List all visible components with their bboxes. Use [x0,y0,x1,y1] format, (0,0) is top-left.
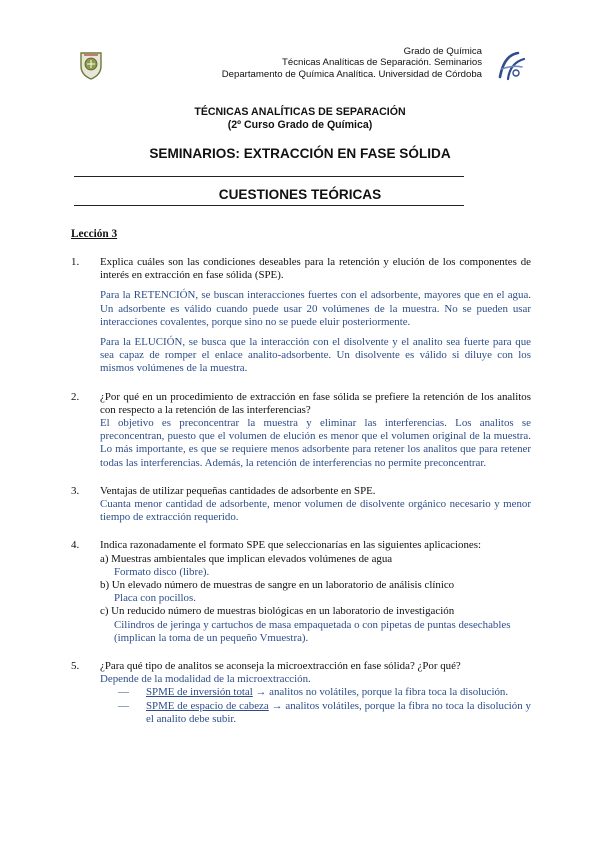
title-block [0,106,600,161]
sub-question-c: c) Un reducido número de muestras biológicas en un laboratorio de investigación [100,605,455,618]
question-text: Indica razonadamente el formato SPE que seleccionarías en las siguientes aplicaciones: [100,539,482,552]
answer-elution: Para la ELUCIÓN, se busca que la interacción con el disolvente y el analito sea fuerte para que sea capaz de romper el enlace analito-adsorbente. Un disolvente es válido si diluye con los mismos volúmenes de la muestra. [100,336,531,375]
question-3 [71,485,531,525]
answer-text: El objetivo es preconcentrar la muestra y eliminar las interferencias. Los analitos se preconcentran, puesto que el volumen de elución es menor que el volumen original de la muestra. Lo más importante, es que se requiere menos adsorbente para retener los analitos que para retener todas las interferencias. Además, la retención de interferencias no permite preconcentrar. [100,417,531,469]
bullet-total-immersion [100,686,531,699]
arrow-right-icon: → [271,699,283,712]
question-number: 2. [71,390,80,403]
question-text: Ventajas de utilizar pequeñas cantidades de adsorbente en SPE. [100,484,376,497]
question-5 [71,660,531,726]
seminar-title: SEMINARIOS: EXTRACCIÓN EN FASE SÓLIDA [149,146,451,161]
department-logo-icon [494,49,528,83]
sub-answer-c: Cilindros de jeringa y cartuchos de masa empaquetada o con pipetas de puntas desechables (implican la toma de un pequeño Vmuestra). [114,618,511,644]
questions-list [71,256,531,726]
question-2 [71,391,531,470]
question-text: ¿Por qué en un procedimiento de extracción en fase sólida se prefiere la retención de los analitos con respecto a la retención de las interferencias? [100,390,531,416]
dash-icon: — [118,686,129,699]
question-number: 4. [71,539,80,552]
question-text: Explica cuáles son las condiciones deseables para la retención y elución de los componentes de interés en extracción en fase sólida (SPE). [100,256,531,282]
course-title: TÉCNICAS ANALÍTICAS DE SEPARACIÓN [194,106,406,118]
sub-answer-b: Placa con pocillos. [114,592,196,605]
question-1 [71,256,531,376]
divider-top [74,176,464,177]
header-line-department: Departamento de Química Analítica. Universidad de Córdoba [221,68,482,80]
header-line-course: Técnicas Analíticas de Separación. Seminarios [282,57,482,69]
dash-icon: — [118,699,129,712]
page-header [0,46,600,96]
course-year: (2º Curso Grado de Química) [227,119,373,131]
question-text: ¿Para qué tipo de analitos se aconseja la microextracción en fase sólida? ¿Por qué? [100,660,461,673]
question-number: 5. [71,660,80,673]
bullet-text: analitos volátiles, porque la fibra no toca la disolución y el analito debe subir. [146,699,532,725]
arrow-right-icon: → [255,686,267,699]
answer-text: Cuanta menor cantidad de adsorbente, menor volumen de disolvente orgánico necesario y menor tiempo de extracción requerido. [100,498,531,524]
sub-question-a: a) Muestras ambientales que implican elevados volúmenes de agua [100,552,393,565]
header-line-degree: Grado de Química [403,46,482,57]
divider-bottom [74,205,464,206]
sub-question-b: b) Un elevado número de muestras de sangre en un laboratorio de análisis clínico [100,579,455,592]
answer-retention: Para la RETENCIÓN, se buscan interacciones fuertes con el adsorbente, mayores que en el agua. Un adsorbente es válido cuando puede usar 20 volúmenes de la muestra. No se pueden usar interacciones covalentes, porque sino no se puede eluir posteriormente. [100,289,531,328]
bullet-text: analitos no volátiles, porque la fibra toca la disolución. [269,686,509,699]
question-number: 1. [71,256,80,268]
question-number: 3. [71,484,80,497]
bullet-term: SPME de espacio de cabeza [146,699,269,712]
question-4 [71,539,531,645]
bullet-term: SPME de inversión total [146,686,253,699]
header-text [222,46,482,80]
university-seal-icon [78,50,104,80]
lesson-heading: Lección 3 [71,228,118,240]
sub-answer-a: Formato disco (libre). [114,565,210,578]
section-title: CUESTIONES TEÓRICAS [218,187,382,202]
answer-text: Depende de la modalidad de la microextracción. [100,673,311,686]
bullet-headspace [100,700,531,726]
